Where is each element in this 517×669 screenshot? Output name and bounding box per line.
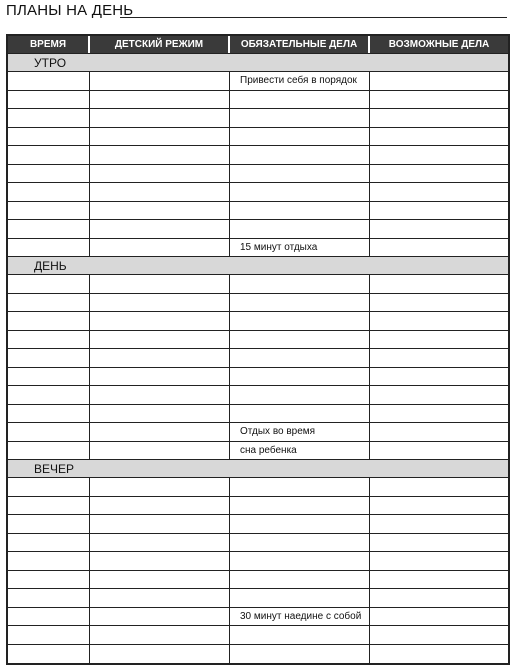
column-header-optional-tasks: ВОЗМОЖНЫЕ ДЕЛА [388,39,490,50]
required-task-cell[interactable] [230,497,370,515]
required-task-cell[interactable]: сна ребенка [230,442,370,460]
child-routine-cell[interactable] [90,368,230,386]
optional-task-cell[interactable] [370,534,508,552]
time-cell[interactable] [8,608,90,626]
optional-task-cell[interactable] [370,294,508,312]
column-header-required-tasks: ОБЯЗАТЕЛЬНЫЕ ДЕЛА [230,36,370,53]
section-label: ВЕЧЕР [34,462,75,476]
time-cell[interactable] [8,552,90,570]
child-routine-cell[interactable] [90,386,230,404]
table-row [8,146,508,165]
child-routine-cell[interactable] [90,183,230,201]
section-label: ДЕНЬ [34,259,67,273]
required-task-cell[interactable]: Привести себя в порядок [230,72,370,90]
child-routine-cell[interactable] [90,128,230,146]
time-cell[interactable] [8,331,90,349]
child-routine-cell[interactable] [90,608,230,626]
required-task-cell[interactable] [230,534,370,552]
time-cell[interactable] [8,442,90,460]
required-task-cell[interactable] [230,571,370,589]
child-routine-cell[interactable] [90,442,230,460]
optional-task-cell[interactable] [370,626,508,644]
time-cell[interactable] [8,478,90,496]
optional-task-cell[interactable] [370,478,508,496]
optional-task-cell[interactable] [370,423,508,441]
child-routine-cell[interactable] [90,405,230,423]
time-cell[interactable] [8,91,90,109]
table-row [8,183,508,202]
time-cell[interactable] [8,405,90,423]
table-row [8,405,508,424]
child-routine-cell[interactable] [90,220,230,238]
optional-task-cell[interactable] [370,442,508,460]
time-cell[interactable] [8,515,90,533]
optional-task-cell[interactable] [370,183,508,201]
optional-task-cell[interactable] [370,589,508,607]
optional-task-cell[interactable] [370,497,508,515]
optional-task-cell[interactable] [370,202,508,220]
time-cell[interactable] [8,534,90,552]
required-task-cell[interactable] [230,515,370,533]
table-row [8,331,508,350]
required-task-cell[interactable] [230,331,370,349]
required-task-cell[interactable] [230,626,370,644]
required-task-cell[interactable]: 15 минут отдыха [230,239,370,257]
required-task-cell[interactable] [230,478,370,496]
required-task-cell[interactable] [230,220,370,238]
required-task-cell[interactable] [230,386,370,404]
optional-task-cell[interactable] [370,386,508,404]
section-label: УТРО [34,56,67,70]
page-title: ПЛАНЫ НА ДЕНЬ [6,2,134,19]
table-row [8,109,508,128]
required-task-cell[interactable]: 30 минут наедине с собой [230,608,370,626]
required-task-cell[interactable]: Отдых во время [230,423,370,441]
optional-task-cell[interactable] [370,608,508,626]
required-task-cell[interactable] [230,109,370,127]
optional-task-cell[interactable] [370,515,508,533]
child-routine-cell[interactable] [90,109,230,127]
table-row [8,202,508,221]
optional-task-cell[interactable] [370,349,508,367]
child-routine-cell[interactable] [90,202,230,220]
time-cell[interactable] [8,497,90,515]
child-routine-cell[interactable] [90,239,230,257]
time-cell[interactable] [8,589,90,607]
child-routine-cell[interactable] [90,349,230,367]
child-routine-cell[interactable] [90,497,230,515]
table-row [8,294,508,313]
optional-task-cell[interactable] [370,312,508,330]
table-row [8,72,508,91]
table-row [8,423,508,442]
time-cell[interactable] [8,349,90,367]
table-row [8,442,508,461]
table-row [8,128,508,147]
optional-task-cell[interactable] [370,368,508,386]
required-task-cell[interactable] [230,183,370,201]
time-cell[interactable] [8,571,90,589]
table-row [8,645,508,664]
required-task-cell[interactable] [230,349,370,367]
time-cell[interactable] [8,146,90,164]
optional-task-cell[interactable] [370,91,508,109]
child-routine-cell[interactable] [90,534,230,552]
time-cell[interactable] [8,423,90,441]
optional-task-cell[interactable] [370,109,508,127]
title-underline [120,17,507,18]
time-cell[interactable] [8,368,90,386]
time-cell[interactable] [8,72,90,90]
child-routine-cell[interactable] [90,91,230,109]
optional-task-cell[interactable] [370,239,508,257]
table-row [8,534,508,553]
table-header [8,36,508,54]
table-row [8,312,508,331]
time-cell[interactable] [8,183,90,201]
time-cell[interactable] [8,386,90,404]
table-row [8,239,508,258]
child-routine-cell[interactable] [90,165,230,183]
optional-task-cell[interactable] [370,220,508,238]
required-task-cell[interactable] [230,202,370,220]
optional-task-cell[interactable] [370,552,508,570]
time-cell[interactable] [8,165,90,183]
time-cell[interactable] [8,202,90,220]
child-routine-cell[interactable] [90,626,230,644]
child-routine-cell[interactable] [90,275,230,293]
table-row [8,552,508,571]
optional-task-cell[interactable] [370,165,508,183]
table-row [8,589,508,608]
child-routine-cell[interactable] [90,331,230,349]
time-cell[interactable] [8,275,90,293]
table-row [8,626,508,645]
required-task-cell[interactable] [230,552,370,570]
optional-task-cell[interactable] [370,571,508,589]
table-row [8,478,508,497]
table-row [8,368,508,387]
section-day [8,257,508,275]
optional-task-cell[interactable] [370,128,508,146]
table-row [8,349,508,368]
required-task-cell[interactable] [230,165,370,183]
child-routine-cell[interactable] [90,552,230,570]
required-task-cell[interactable] [230,589,370,607]
child-routine-cell[interactable] [90,146,230,164]
time-cell[interactable] [8,109,90,127]
time-cell[interactable] [8,294,90,312]
required-task-cell[interactable] [230,645,370,664]
child-routine-cell[interactable] [90,294,230,312]
column-header-child-routine: ДЕТСКИЙ РЕЖИМ [90,36,230,53]
child-routine-cell[interactable] [90,571,230,589]
required-task-cell[interactable] [230,312,370,330]
optional-task-cell[interactable] [370,645,508,664]
child-routine-cell[interactable] [90,515,230,533]
optional-task-cell[interactable] [370,405,508,423]
optional-task-cell[interactable] [370,275,508,293]
child-routine-cell[interactable] [90,645,230,664]
table-row [8,386,508,405]
required-task-cell[interactable] [230,275,370,293]
table-row [8,165,508,184]
time-cell[interactable] [8,645,90,664]
time-cell[interactable] [8,626,90,644]
table-row [8,571,508,590]
required-task-cell[interactable] [230,405,370,423]
day-planner-table [6,34,510,665]
optional-task-cell[interactable] [370,146,508,164]
child-routine-cell[interactable] [90,423,230,441]
time-cell[interactable] [8,128,90,146]
section-morning [8,54,508,72]
required-task-cell[interactable] [230,146,370,164]
required-task-cell[interactable] [230,128,370,146]
child-routine-cell[interactable] [90,589,230,607]
column-header-time: ВРЕМЯ [8,36,90,53]
optional-task-cell[interactable] [370,72,508,90]
child-routine-cell[interactable] [90,72,230,90]
child-routine-cell[interactable] [90,312,230,330]
optional-task-cell[interactable] [370,331,508,349]
table-row [8,608,508,627]
required-task-cell[interactable] [230,294,370,312]
table-row [8,497,508,516]
table-row [8,220,508,239]
time-cell[interactable] [8,239,90,257]
time-cell[interactable] [8,220,90,238]
section-evening [8,460,508,478]
child-routine-cell[interactable] [90,478,230,496]
required-task-cell[interactable] [230,91,370,109]
required-task-cell[interactable] [230,368,370,386]
table-row [8,91,508,110]
table-row [8,275,508,294]
table-row [8,515,508,534]
time-cell[interactable] [8,312,90,330]
